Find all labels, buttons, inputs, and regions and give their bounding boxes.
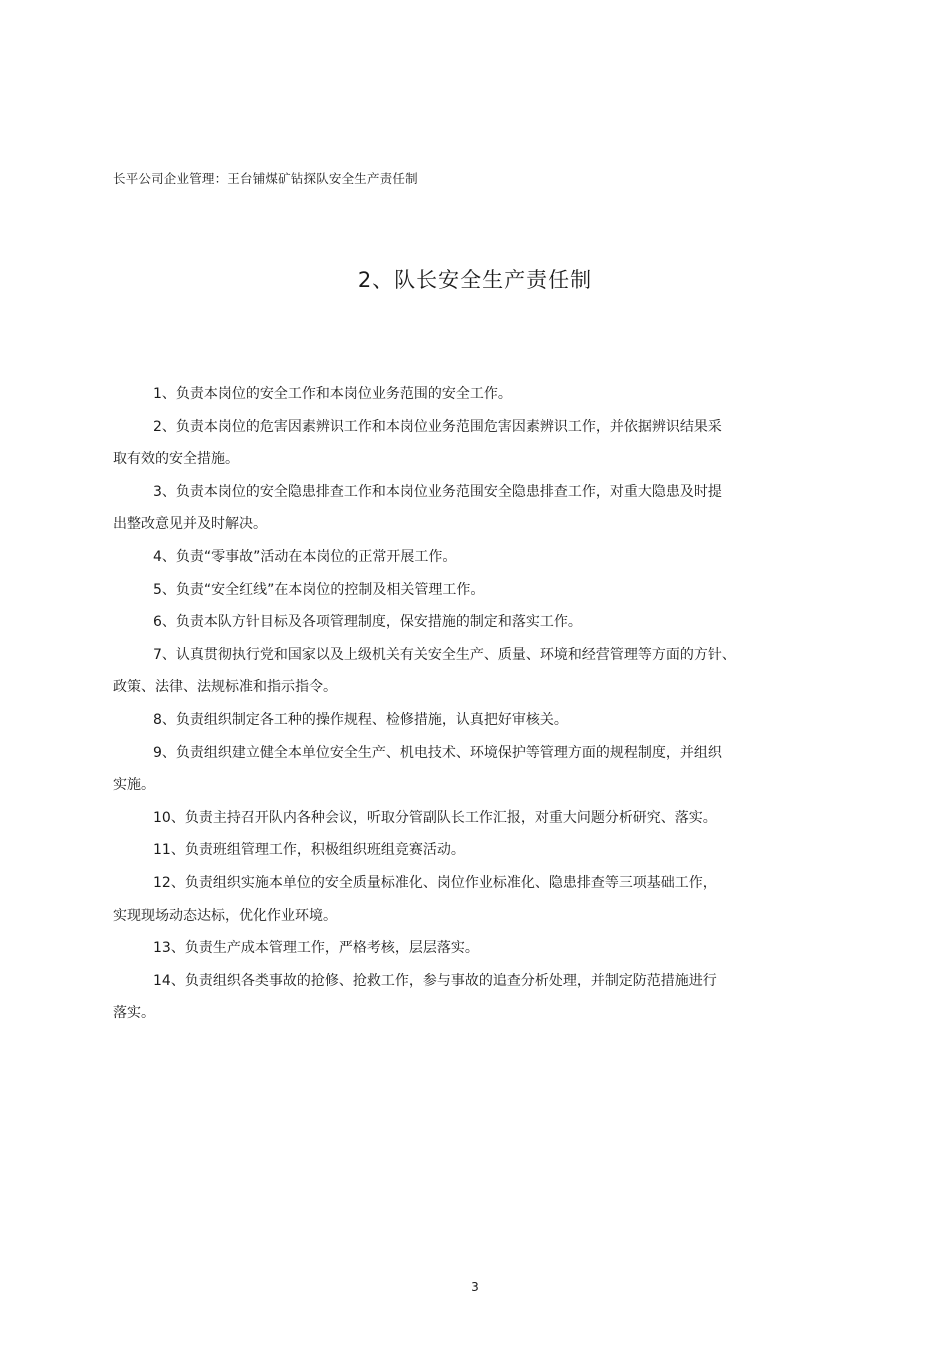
list-item (113, 606, 763, 639)
list-item-continuation: 政策、法律、法规标准和指示指令。 (113, 679, 337, 696)
list-item (113, 932, 763, 965)
list-item (113, 965, 763, 1030)
list-item (113, 802, 763, 835)
list-item (113, 378, 763, 411)
list-item-text: 7、认真贯彻执行党和国家以及上级机关有关安全生产、质量、环境和经营管理等方面的方针、 (153, 646, 736, 663)
list-item-text: 2、负责本岗位的危害因素辨识工作和本岗位业务范围危害因素辨识工作，并依据辨识结果采 (153, 418, 722, 435)
list-item-continuation: 出整改意见并及时解决。 (113, 516, 267, 533)
list-item-text: 14、负责组织各类事故的抢修、抢救工作，参与事故的追查分析处理，并制定防范措施进行 (153, 972, 717, 989)
list-item (113, 476, 763, 541)
list-item-continuation: 取有效的安全措施。 (113, 451, 239, 468)
list-item-continuation: 实施。 (113, 777, 155, 794)
list-item-text: 12、负责组织实施本单位的安全质量标准化、岗位作业标准化、隐患排查等三项基础工作， (153, 874, 717, 891)
list-item (113, 541, 763, 574)
list-item-continuation: 实现现场动态达标，优化作业环境。 (113, 907, 337, 924)
list-item-text: 1、负责本岗位的安全工作和本岗位业务范围的安全工作。 (153, 386, 512, 402)
section-title: 2、队长安全生产责任制 (357, 268, 593, 292)
page-number: 3 (471, 1280, 479, 1294)
list-item-text: 6、负责本队方针目标及各项管理制度，保安措施的制定和落实工作。 (153, 614, 582, 631)
list-item-text: 3、负责本岗位的安全隐患排查工作和本岗位业务范围安全隐患排查工作，对重大隐患及时提 (153, 483, 722, 500)
list-item (113, 411, 763, 476)
list-item (113, 867, 763, 932)
list-item (113, 639, 763, 704)
list-item (113, 834, 763, 867)
list-item (113, 704, 763, 737)
list-item-continuation: 落实。 (113, 1005, 155, 1022)
list-item-text: 5、负责“安全红线”在本岗位的控制及相关管理工作。 (153, 581, 485, 598)
list-item (113, 574, 763, 607)
list-item (113, 737, 763, 802)
list-item-text: 11、负责班组管理工作，积极组织班组竞赛活动。 (153, 842, 465, 859)
list-item-text: 9、负责组织建立健全本单位安全生产、机电技术、环境保护等管理方面的规程制度，并组织 (153, 744, 722, 761)
running-header: 长平公司企业管理：王台铺煤矿钻探队安全生产责任制 (113, 171, 418, 186)
list-item-text: 10、负责主持召开队内各种会议，听取分管副队长工作汇报，对重大问题分析研究、落实。 (153, 809, 717, 826)
list-item-text: 13、负责生产成本管理工作，严格考核，层层落实。 (153, 940, 479, 957)
responsibility-list (113, 378, 763, 1030)
list-item-text: 4、负责“零事故”活动在本岗位的正常开展工作。 (153, 548, 457, 565)
list-item-text: 8、负责组织制定各工种的操作规程、检修措施，认真把好审核关。 (153, 711, 568, 728)
